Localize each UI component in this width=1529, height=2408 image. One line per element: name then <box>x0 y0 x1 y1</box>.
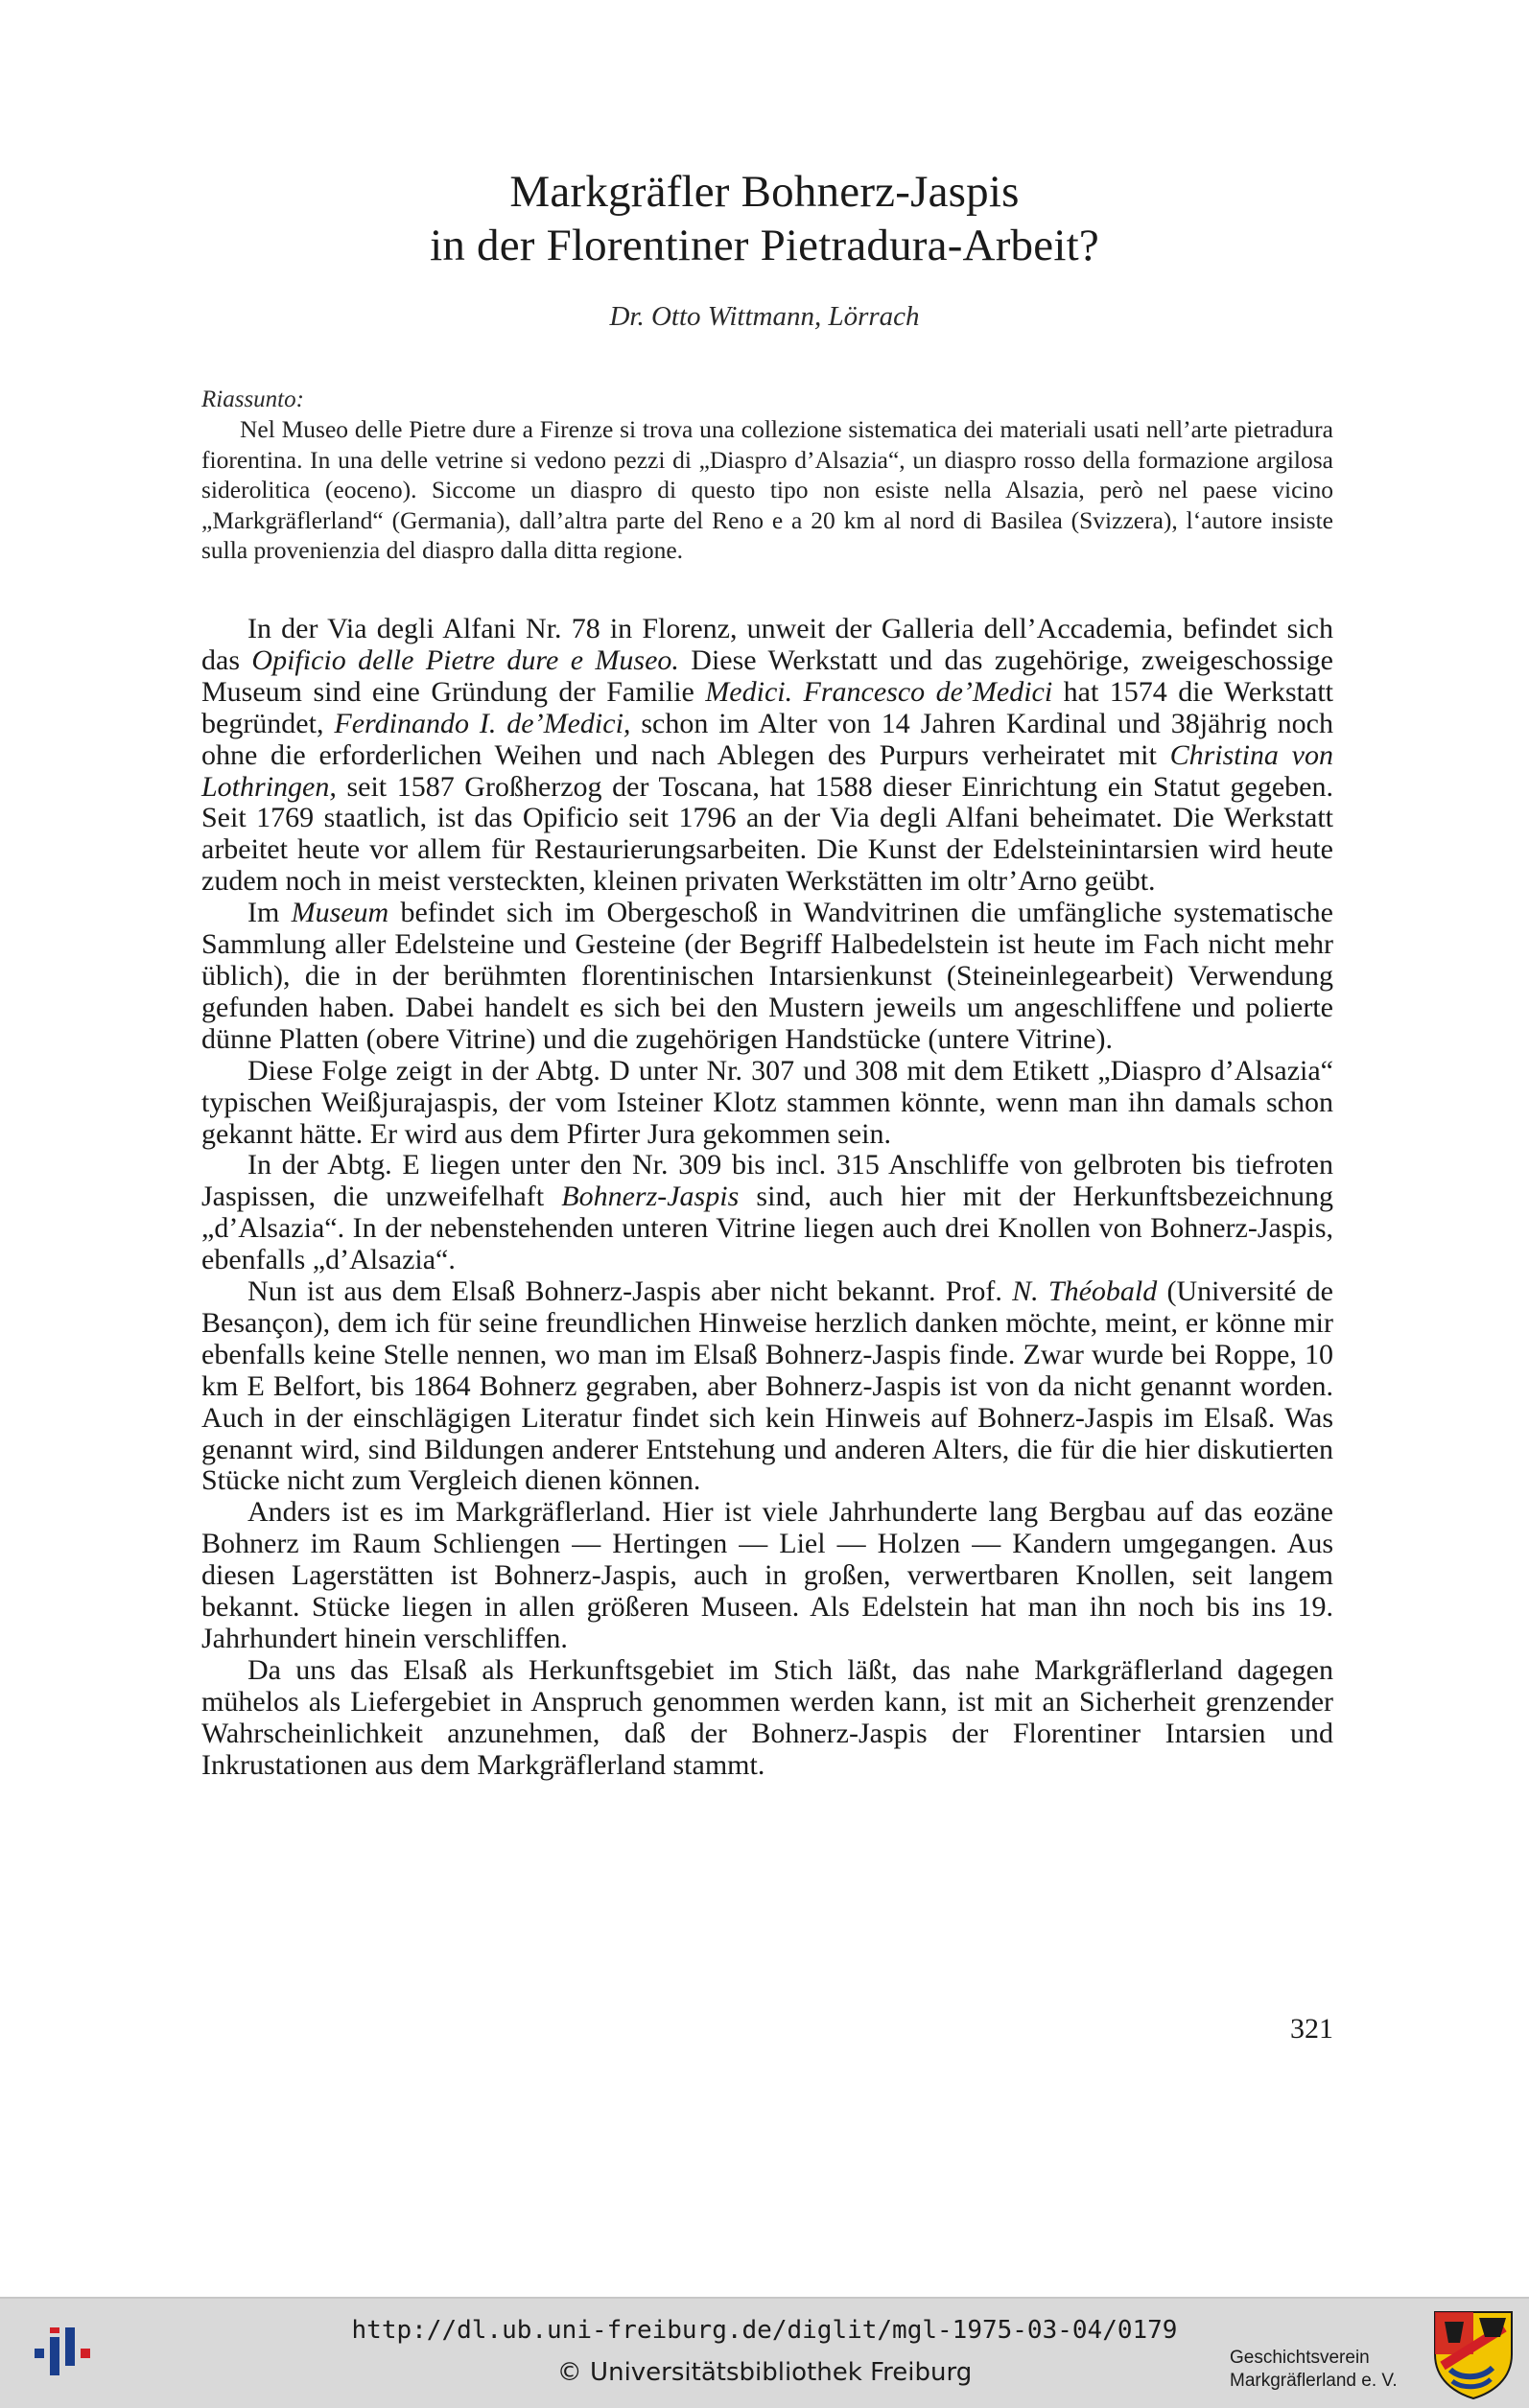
body-paragraph-4 <box>201 1150 1333 1276</box>
emphasis: Christina von Lothringen, <box>201 738 1333 803</box>
body-paragraph-7: Da uns das Elsaß als Herkunftsgebiet im Stich läßt, das nahe Markgräflerland dagegen mühelos als Liefergebiet in Anspruch genommen werden kann, ist mit an Sicherheit grenzender Wahrscheinlichkeit anzunehmen, daß der Bohnerz-Jaspis der Florentiner Intarsien und Inkrustationen aus dem Markgräflerland stammt. <box>201 1653 1333 1781</box>
article-author: Dr. Otto Wittmann, Lörrach <box>609 301 920 332</box>
society-line-1: Geschichtsverein <box>1230 2348 1370 2368</box>
text-run: befindet sich im Obergeschoß in Wandvitrinen die umfängliche systematische Sammlung aller Edelsteine und Gesteine (der Begriff Halbedelstein ist heute im Fach nicht mehr üblich), die in der berühmten florentinischen Intarsienkunst (Steineinlegearbeit) Verwendung gefunden haben. Dabei handelt es sich bei den Mustern jeweils um angeschliffene und polierte dünne Platten (obere Vitrine) und die zugehörigen Handstücke (untere Vitrine). <box>201 897 1333 1055</box>
text-run: Nun ist aus dem Elsaß Bohnerz-Jaspis aber nicht bekannt. Prof. <box>247 1275 1013 1308</box>
emphasis: Ferdinando I. de’Medici, <box>334 707 631 739</box>
emphasis: Bohnerz-Jaspis <box>561 1181 740 1213</box>
footer-copyright: © Universitätsbibliothek Freiburg <box>556 2358 973 2387</box>
article-body <box>201 614 1333 1782</box>
page-number: 321 <box>1290 2013 1333 2045</box>
body-paragraph-2 <box>201 898 1333 1056</box>
footer-society-name <box>1230 2347 1422 2393</box>
text-run: seit 1587 Großherzog der Toscana, hat 1588 dieser Einrichtung ein Statut gegeben. Seit 1769 staatlich, ist das Opificio seit 1796 an der Via degli Alfani beheimatet. Die Werkstatt arbeitet heute vor allem für Restaurierungsarbeiten. Die Kunst der Edelsteinintarsien wird heute zudem noch in meist versteckten, kleinen privaten Werkstätten im oltr’Arno geübt. <box>201 770 1333 898</box>
abstract-text: Nel Museo delle Pietre dure a Firenze si trova una collezione sistematica dei materiali usati nell’arte pietradura fiorentina. In una delle vetrine si vedono pezzi di „Diaspro d’Alsazia“, un diaspro rosso della formazione argilosa siderolitica (eoceno). Siccome un diaspro di questo tipo non esiste nella Alsazia, però nel paese vicino „Markgräflerland“ (Germania), dall’altra parte del Reno e a 20 km al nord di Basilea (Svizzera), l‘autore insiste sulla provenienzia del diaspro dalla ditta regione. <box>201 415 1333 565</box>
text-run: In der Via degli Alfani Nr. 78 in Florenz, unweit der Galleria dell’Accademia, befindet sich das <box>201 613 1333 676</box>
text-run: schon im Alter von 14 Jahren Kardinal und 38jährig noch ohne die erforderlichen Weihen und nach Ablegen des Purpurs verheiratet mit <box>201 707 1333 771</box>
emphasis: Opificio delle Pietre dure e Museo. <box>251 643 679 676</box>
emphasis: N. Théobald <box>1012 1275 1158 1308</box>
footer-bar <box>0 2297 1529 2408</box>
url-link[interactable]: http://dl.ub.uni-freiburg.de/diglit/mgl-1975-03-04/0179 <box>351 2316 1178 2345</box>
society-line-2: Markgräflerland e. V. <box>1230 2371 1398 2391</box>
text-run: sind, auch hier mit der Herkunftsbezeichnung „d’Alsazia“. In der nebenstehenden unteren Vitrine liegen auch drei Knollen von Bohnerz-Jaspis, ebenfalls „d’Alsazia“. <box>201 1181 1333 1276</box>
article-title-line-1: Markgräfler Bohnerz-Jaspis <box>509 167 1020 217</box>
abstract <box>201 414 1333 566</box>
text-run: (Université de Besançon), dem ich für seine freundlichen Hinweise herzlich danken möchte, meint, er könne mir ebenfalls keine Stelle nennen, wo man im Elsaß Bohnerz-Jaspis finde. Zwar wurde bei Roppe, 10 km E Belfort, bis 1864 Bohnerz gegraben, aber Bohnerz-Jaspis ist von da nicht genannt worden. Auch in der einschlägigen Literatur findet sich kein Hinweis auf Bohnerz-Jaspis im Elsaß. Was genannt wird, sind Bildungen anderer Entstehung und anderen Alters, die für die hier diskutierten Stücke nicht zum Vergleich dienen können. <box>201 1275 1333 1497</box>
body-paragraph-3: Diese Folge zeigt in der Abtg. D unter Nr. 307 und 308 mit dem Etikett „Diaspro d’Alsazia“ typischen Weißjurajaspis, der vom Isteiner Klotz stammen könnte, wenn man ihn damals schon gekannt hätte. Er wird aus dem Pfirter Jura gekommen sein. <box>201 1054 1333 1150</box>
emphasis: Medici. Francesco de’Medici <box>705 675 1053 708</box>
emphasis: Museum <box>291 897 389 929</box>
text-run: Diese Werkstatt und das zugehörige, zweigeschossige Museum sind eine Gründung der Familie <box>201 643 1333 708</box>
markgraeflerland-coat-of-arms-icon <box>1431 2308 1516 2400</box>
footer-url-link[interactable] <box>0 2316 1529 2345</box>
abstract-label: Riassunto: <box>201 386 304 412</box>
article-title-line-2: in der Florentiner Pietradura-Arbeit? <box>430 221 1099 270</box>
body-paragraph-5 <box>201 1276 1333 1497</box>
body-paragraph-1 <box>201 614 1333 898</box>
body-paragraph-6: Anders ist es im Markgräflerland. Hier ist viele Jahrhunderte lang Bergbau auf das eozäne Bohnerz im Raum Schliengen — Hertingen — Liel — Holzen — Kandern umgegangen. Aus diesen Lagerstätten ist Bohnerz-Jaspis, auch in großen, verwertbaren Knollen, seit langem bekannt. Stücke liegen in allen größeren Museen. Als Edelstein hat man ihn noch bis ins 19. Jahrhundert hinein verschliffen. <box>201 1496 1333 1654</box>
text-run: Im <box>247 897 292 929</box>
text-run: hat 1574 die Werkstatt begründet, <box>201 675 1333 739</box>
text-run: In der Abtg. E liegen unter den Nr. 309 bis incl. 315 Anschliffe von gelbroten bis tiefroten Jaspissen, die unzweifelhaft <box>201 1149 1333 1213</box>
